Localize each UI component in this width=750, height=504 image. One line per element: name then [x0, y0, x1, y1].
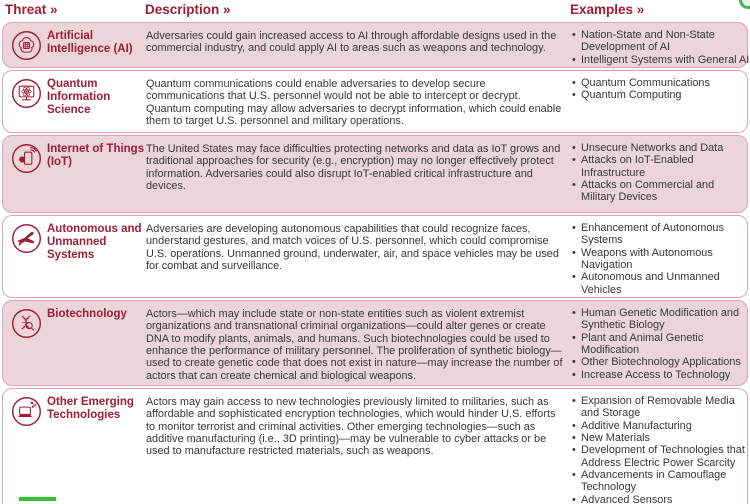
table-row-quantum [2, 70, 748, 133]
example-item: • Autonomous and Unmanned Vehicles [570, 271, 750, 296]
column-header-threat[interactable]: Threat » [5, 2, 58, 17]
table-row-autonomous [2, 215, 748, 298]
example-item: • Plant and Animal Genetic Modification [570, 332, 750, 357]
table-row-biotechnology [2, 300, 748, 386]
example-item: • Intelligent Systems with General AI [570, 54, 750, 66]
example-item: • Additive Manufacturing [570, 420, 750, 432]
cursor-highlight-dot [739, 0, 750, 9]
example-item: • Increase Access to Technology [570, 369, 750, 381]
threat-name: Artificial Intelligence (AI) [47, 30, 133, 56]
example-item: • Unsecure Networks and Data [570, 142, 750, 154]
threat-examples [570, 29, 750, 66]
example-item: • Attacks on Commercial and Military Devices [570, 179, 750, 204]
laptop-pixels-icon [10, 395, 43, 428]
threat-examples [570, 142, 750, 204]
table-row-ai [2, 22, 748, 68]
threat-examples [570, 77, 750, 102]
threat-examples [570, 395, 750, 504]
example-item: • Advancements in Camouflage Technology [570, 469, 750, 494]
threat-description: Adversaries are developing autonomous capabilities that could recognize faces, understand gestures, and match voices of U.S. personnel, which could compromise U.S. operations. Unmanned ground, underwater, air, and space vehicles may be used for combat and surveillance. [146, 223, 559, 272]
threat-examples [570, 222, 750, 296]
example-item: • Quantum Communications [570, 77, 750, 89]
example-item: • New Materials [570, 432, 750, 444]
ai-brain-icon [10, 29, 43, 62]
threat-description: Actors may gain access to new technologies previously limited to militaries, such as affordable and sophisticated encryption technologies, which would hinder U.S. efforts to monitor terrorist and criminal activities. Other emerging technologies—such as additive manufacturing (i.e., 3D printing)—may be vulnerable to cyber attacks or be used to manufacture restricted materials, such as weapons. [146, 396, 556, 458]
example-item: • Advanced Sensors [570, 494, 750, 504]
dna-helix-icon [10, 307, 43, 340]
example-item: • Development of Technologies that Address Electric Power Scarcity [570, 444, 750, 469]
table-row-other-emerging [2, 388, 748, 504]
example-item: • Human Genetic Modification and Synthetic Biology [570, 307, 750, 332]
threat-name: Autonomous and Unmanned Systems [47, 223, 142, 262]
threat-description: The United States may face difficulties protecting networks and data as IoT grows and traditional approaches for security (e.g., encryption) may no longer effectively protect information. Adversaries could also disrupt IoT-enabled critical infrastructure and devices. [146, 143, 561, 192]
iot-device-icon [10, 142, 43, 175]
table-row-iot [2, 135, 748, 213]
threat-examples [570, 307, 750, 381]
threat-name: Other Emerging Technologies [47, 396, 134, 422]
threat-name: Biotechnology [47, 308, 127, 320]
column-header-description[interactable]: Description » [145, 2, 231, 17]
example-item: • Expansion of Removable Media and Storage [570, 395, 750, 420]
threat-description: Actors—which may include state or non-state entities such as violent extremist organizations and transnational criminal organizations—could alter genes or create DNA to modify plants, animals, and humans. Such biotechnologies could be used to enhance the performance of military personnel. The proliferation of synthetic biology—used to create genetic code that does not exist in nature—may increase the number of actors that can create chemical and biological weapons. [146, 308, 563, 382]
example-item: • Enhancement of Autonomous Systems [570, 222, 750, 247]
threat-name: Quantum Information Science [47, 78, 111, 117]
example-item: • Attacks on IoT-Enabled Infrastructure [570, 154, 750, 179]
example-item: • Other Biotechnology Applications [570, 356, 750, 368]
column-header-examples[interactable]: Examples » [570, 2, 645, 17]
example-item: • Quantum Computing [570, 89, 750, 101]
threat-description: Quantum communications could enable adversaries to develop secure communications that U.S. personnel would not be able to intercept or decrypt. Quantum computing may allow adversaries to decrypt information, which could enable them to target U.S. personnel and military operations. [146, 78, 562, 127]
threat-description: Adversaries could gain increased access to AI through affordable designs used in the commercial industry, and could apply AI to areas such as weapons and technology. [146, 30, 557, 55]
example-item: • Nation-State and Non-State Development of AI [570, 29, 750, 54]
threat-name: Internet of Things (IoT) [47, 143, 145, 169]
drone-aircraft-icon [10, 222, 43, 255]
quantum-monitor-icon [10, 77, 43, 110]
example-item: • Weapons with Autonomous Navigation [570, 247, 750, 272]
video-progress-bar[interactable] [19, 497, 56, 501]
